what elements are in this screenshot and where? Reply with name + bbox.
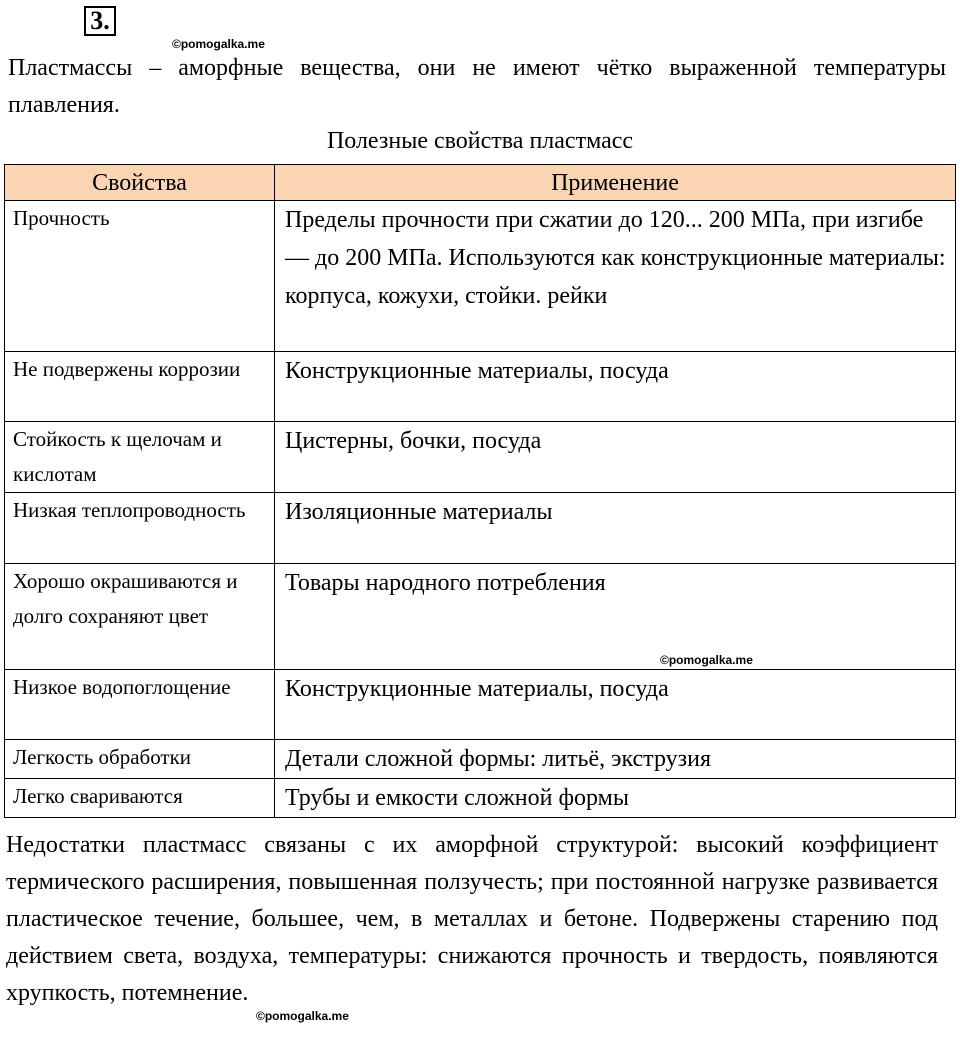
- table-row: [5, 422, 956, 493]
- application-cell: Детали сложной формы: литьё, экструзия: [275, 740, 956, 779]
- table-row: [5, 493, 956, 564]
- application-cell: Конструкционные материалы, посуда: [275, 670, 956, 740]
- property-cell: Низкое водопоглощение: [5, 670, 275, 740]
- outro-paragraph: Недостатки пластмасс связаны с их аморфной структурой: высокий коэффициент термического расширения, повышенная ползучесть; при постоянной нагрузке развивается пластическое течение, большее, чем, в металлах и бетоне. Подвержены старению под действием света, воздуха, температуры: снижаются прочность и твердость, появляются хрупкость, потемнение.: [6, 832, 938, 1006]
- table-header-row: [5, 165, 956, 201]
- table-row: [5, 352, 956, 422]
- application-cell: Трубы и емкости сложной формы: [275, 779, 956, 818]
- table-caption: Полезные свойства пластмасс: [326, 128, 634, 154]
- application-cell: Изоляционные материалы: [275, 493, 956, 564]
- property-cell: Низкая теплопроводность: [5, 493, 275, 564]
- property-cell: Легкость обработки: [5, 740, 275, 779]
- application-cell: Конструкционные материалы, посуда: [275, 352, 956, 422]
- properties-table: [4, 164, 956, 818]
- table-row: [5, 670, 956, 740]
- table-row: [5, 201, 956, 352]
- table-row: [5, 740, 956, 779]
- property-cell: Легко свариваются: [5, 779, 275, 818]
- intro-paragraph: Пластмассы – аморфные вещества, они не имеют чётко выраженной температуры плавления.: [8, 55, 946, 118]
- watermark: ©pomogalka.me: [256, 1009, 349, 1023]
- table-row: [5, 564, 956, 670]
- property-cell: Прочность: [5, 201, 275, 352]
- property-cell: Хорошо окрашиваются и долго сохраняют цвет: [5, 564, 275, 670]
- application-cell: Цистерны, бочки, посуда: [275, 422, 956, 493]
- application-cell: Товары народного потребления: [275, 564, 956, 670]
- watermark: ©pomogalka.me: [172, 37, 265, 51]
- task-number: 3.: [84, 6, 116, 36]
- property-cell: Не подвержены коррозии: [5, 352, 275, 422]
- watermark: ©pomogalka.me: [660, 653, 753, 667]
- header-properties: Свойства: [5, 165, 275, 201]
- application-cell: Пределы прочности при сжатии до 120... 200 МПа, при изгибе — до 200 МПа. Используются как конструкционные материалы: корпуса, кожухи, стойки. рейки: [275, 201, 956, 352]
- table-row: [5, 779, 956, 818]
- property-cell: Стойкость к щелочам и кислотам: [5, 422, 275, 493]
- header-application: Применение: [275, 165, 956, 201]
